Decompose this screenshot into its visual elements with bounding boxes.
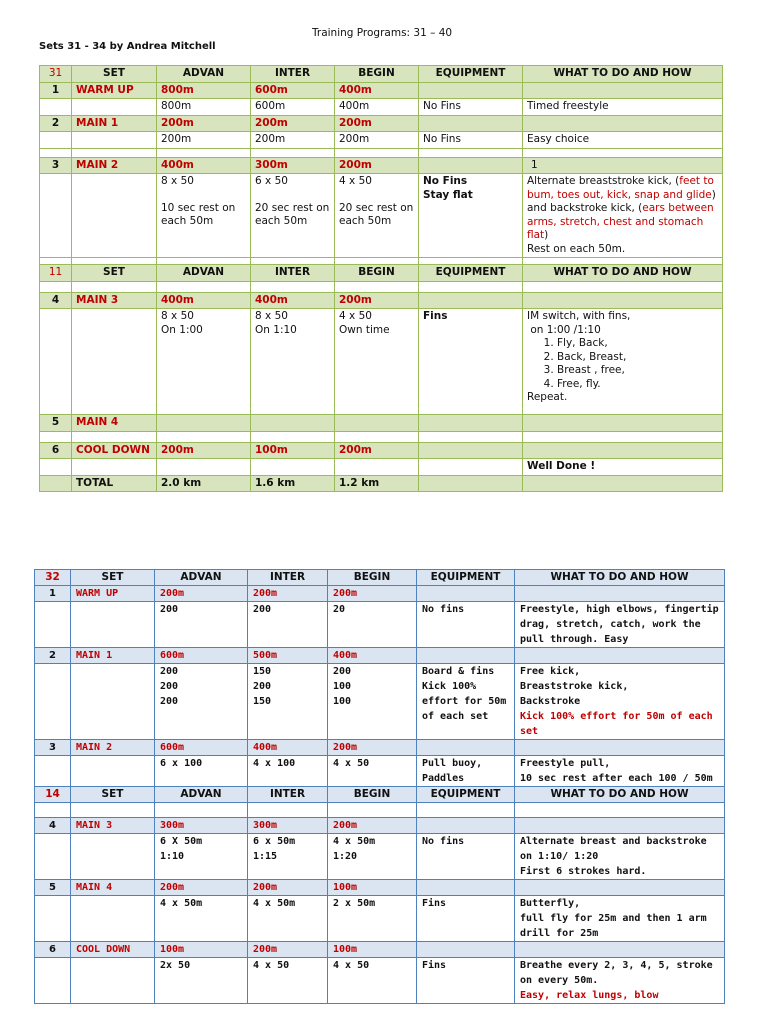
table-row <box>40 415 723 432</box>
begin-cell: 4 x 50m 1:20 <box>328 834 417 880</box>
col-set: SET <box>72 265 157 282</box>
col-equipment: EQUIPMENT <box>419 265 523 282</box>
equipment-cell: Pull buoy, Paddles <box>417 756 515 787</box>
inter-cell: 200m <box>251 132 335 149</box>
col-advan: ADVAN <box>157 66 251 83</box>
table-row <box>40 157 723 174</box>
begin-cell: 100m <box>328 942 417 958</box>
inter-cell: 600m <box>251 82 335 99</box>
row-num: 6 <box>35 942 71 958</box>
how-cell: Timed freestyle <box>523 99 723 116</box>
begin-cell: 200m <box>335 132 419 149</box>
how-cell: Freestyle, high elbows, fingertip drag, stretch, catch, work the pull through. Easy <box>515 602 725 648</box>
table-row <box>35 958 725 1004</box>
advan-cell: 8 x 50 On 1:00 <box>157 309 251 415</box>
advan-cell: 2x 50 <box>155 958 248 1004</box>
how-cell: Alternate breast and backstroke on 1:10/ 1:20 First 6 strokes hard. <box>515 834 725 880</box>
set-name: MAIN 3 <box>72 292 157 309</box>
table-row <box>35 880 725 896</box>
begin-cell: 200m <box>335 115 419 132</box>
begin-cell: 20 <box>328 602 417 648</box>
table-row <box>35 740 725 756</box>
table-subheader-row <box>35 787 725 803</box>
inter-cell: 200m <box>248 586 328 602</box>
col-inter: INTER <box>248 787 328 803</box>
set-name: MAIN 1 <box>72 115 157 132</box>
set-name: MAIN 2 <box>72 157 157 174</box>
total-inter: 1.6 km <box>251 475 335 492</box>
table-row <box>40 132 723 149</box>
equipment-cell: No Fins <box>419 99 523 116</box>
advan-cell: 200m <box>155 586 248 602</box>
col-set: SET <box>71 570 155 586</box>
advan-cell: 200 200 200 <box>155 664 248 740</box>
how-cell <box>523 82 723 99</box>
begin-cell: 4 x 50 20 sec rest on each 50m <box>335 174 419 258</box>
row-num: 4 <box>35 818 71 834</box>
begin-cell: 200m <box>335 292 419 309</box>
col-inter: INTER <box>248 570 328 586</box>
inter-cell: 400m <box>251 292 335 309</box>
col-equipment: EQUIPMENT <box>417 787 515 803</box>
row-num: 1 <box>35 586 71 602</box>
well-done-text: Well Done ! <box>523 459 723 476</box>
set-name: MAIN 3 <box>71 818 155 834</box>
total-advan: 2.0 km <box>157 475 251 492</box>
row-num: 4 <box>40 292 72 309</box>
inter-cell: 400m <box>248 740 328 756</box>
set-name: MAIN 2 <box>71 740 155 756</box>
inter-cell: 6 x 50 20 sec rest on each 50m <box>251 174 335 258</box>
advan-cell: 8 x 50 10 sec rest on each 50m <box>157 174 251 258</box>
inter-cell: 100m <box>251 442 335 459</box>
advan-cell: 200m <box>157 132 251 149</box>
how-cell: Easy choice <box>523 132 723 149</box>
col-advan: ADVAN <box>155 570 248 586</box>
begin-cell: 200m <box>335 442 419 459</box>
col-begin: BEGIN <box>328 570 417 586</box>
table-row <box>35 834 725 880</box>
begin-cell: 4 x 50 <box>328 756 417 787</box>
how-cell: Breathe every 2, 3, 4, 5, stroke on every 50m. Easy, relax lungs, blow <box>515 958 725 1004</box>
table-subheader-row <box>40 265 723 282</box>
table-row <box>40 115 723 132</box>
col-begin: BEGIN <box>335 265 419 282</box>
set-name: MAIN 4 <box>71 880 155 896</box>
table-header-row <box>40 66 723 83</box>
table-row <box>40 174 723 258</box>
advan-cell: 600m <box>155 648 248 664</box>
advan-cell: 800m <box>157 99 251 116</box>
table-row <box>35 818 725 834</box>
inter-cell: 150 200 150 <box>248 664 328 740</box>
table-row <box>35 756 725 787</box>
begin-cell: 400m <box>328 648 417 664</box>
spacer-row <box>40 431 723 442</box>
inter-cell: 6 x 50m 1:15 <box>248 834 328 880</box>
row-num: 3 <box>40 157 72 174</box>
advan-cell: 200 <box>155 602 248 648</box>
equipment-cell <box>419 82 523 99</box>
table-row <box>40 82 723 99</box>
equipment-cell: No fins <box>417 834 515 880</box>
how-cell: Free kick, Breaststroke kick, Backstroke Kick 100% effort for 50m of each set <box>515 664 725 740</box>
advan-cell: 4 x 50m <box>155 896 248 942</box>
advan-cell: 200m <box>157 442 251 459</box>
how-cell: Butterfly, full fly for 25m and then 1 arm drill for 25m <box>515 896 725 942</box>
equipment-cell: Fins <box>417 958 515 1004</box>
col-begin: BEGIN <box>328 787 417 803</box>
col-equipment: EQUIPMENT <box>417 570 515 586</box>
row-num: 2 <box>40 115 72 132</box>
advan-cell: 6 X 50m 1:10 <box>155 834 248 880</box>
row-num: 5 <box>40 415 72 432</box>
total-label: TOTAL <box>72 475 157 492</box>
equipment-cell: No Fins Stay flat <box>419 174 523 258</box>
table-row <box>40 459 723 476</box>
begin-cell: 200m <box>328 586 417 602</box>
table-row <box>35 602 725 648</box>
col-set: SET <box>71 787 155 803</box>
how-cell: 1 <box>523 157 723 174</box>
col-inter: INTER <box>251 66 335 83</box>
begin-cell: 200m <box>335 157 419 174</box>
set-name: COOL DOWN <box>72 442 157 459</box>
col-advan: ADVAN <box>155 787 248 803</box>
col-how: WHAT TO DO AND HOW <box>515 787 725 803</box>
inter-cell: 8 x 50 On 1:10 <box>251 309 335 415</box>
table-row <box>40 309 723 415</box>
col-how: WHAT TO DO AND HOW <box>523 66 723 83</box>
col-begin: BEGIN <box>335 66 419 83</box>
how-cell: Freestyle pull, 10 sec rest after each 100 / 50m <box>515 756 725 787</box>
inter-cell: 500m <box>248 648 328 664</box>
equipment-cell: Board & fins Kick 100% effort for 50m of each set <box>417 664 515 740</box>
inter-cell: 200m <box>251 115 335 132</box>
begin-cell: 400m <box>335 82 419 99</box>
row-num: 2 <box>35 648 71 664</box>
equipment-cell: No fins <box>417 602 515 648</box>
how-cell: Alternate breaststroke kick, (feet to bum, toes out, kick, snap and glide) and backstroke kick, (ears between arms, stretch, chest and stomach flat) Rest on each 50m. <box>523 174 723 258</box>
row-num: 5 <box>35 880 71 896</box>
advan-cell: 100m <box>155 942 248 958</box>
table-row <box>35 942 725 958</box>
page-title: Training Programs: 31 – 40 <box>312 27 453 39</box>
advan-cell: 800m <box>157 82 251 99</box>
table-header-row <box>35 570 725 586</box>
equipment-cell: Fins <box>419 309 523 415</box>
row-num: 3 <box>35 740 71 756</box>
page-subtitle: Sets 31 - 34 by Andrea Mitchell <box>39 41 216 52</box>
spacer-row <box>35 803 725 818</box>
table-row <box>40 292 723 309</box>
set-name: WARM UP <box>71 586 155 602</box>
total-row <box>40 475 723 492</box>
col-inter: INTER <box>251 265 335 282</box>
begin-cell: 2 x 50m <box>328 896 417 942</box>
equipment-cell: No Fins <box>419 132 523 149</box>
begin-cell: 4 x 50 Own time <box>335 309 419 415</box>
equipment-cell: Fins <box>417 896 515 942</box>
how-cell: IM switch, with fins, on 1:00 /1:10 1. Fly, Back, 2. Back, Breast, 3. Breast , free, 4. Free, fly. Repeat. <box>523 309 723 415</box>
begin-cell: 100m <box>328 880 417 896</box>
col-set: SET <box>72 66 157 83</box>
set-number: 32 <box>35 570 71 586</box>
row-num: 6 <box>40 442 72 459</box>
advan-cell: 6 x 100 <box>155 756 248 787</box>
advan-cell: 600m <box>155 740 248 756</box>
advan-cell: 200m <box>155 880 248 896</box>
inter-cell: 200 <box>248 602 328 648</box>
table-row <box>35 648 725 664</box>
table-row <box>40 99 723 116</box>
set-name: WARM UP <box>72 82 157 99</box>
table-row <box>35 664 725 740</box>
inter-cell: 300m <box>248 818 328 834</box>
begin-cell: 200m <box>328 740 417 756</box>
spacer-row <box>40 258 723 265</box>
inter-cell: 4 x 50m <box>248 896 328 942</box>
program-31-table <box>39 65 723 492</box>
inter-cell: 4 x 50 <box>248 958 328 1004</box>
set-number: 11 <box>40 265 72 282</box>
inter-cell: 200m <box>248 942 328 958</box>
advan-cell: 400m <box>157 157 251 174</box>
set-name: MAIN 4 <box>72 415 157 432</box>
table-row <box>35 586 725 602</box>
begin-cell: 200m <box>328 818 417 834</box>
spacer-row <box>40 148 723 157</box>
advan-cell: 300m <box>155 818 248 834</box>
row-num: 1 <box>40 82 72 99</box>
set-name: MAIN 1 <box>71 648 155 664</box>
col-advan: ADVAN <box>157 265 251 282</box>
col-equipment: EQUIPMENT <box>419 66 523 83</box>
inter-cell: 300m <box>251 157 335 174</box>
begin-cell: 4 x 50 <box>328 958 417 1004</box>
set-number: 14 <box>35 787 71 803</box>
inter-cell: 4 x 100 <box>248 756 328 787</box>
inter-cell: 200m <box>248 880 328 896</box>
total-begin: 1.2 km <box>335 475 419 492</box>
table-row <box>35 896 725 942</box>
table-row <box>40 442 723 459</box>
col-how: WHAT TO DO AND HOW <box>523 265 723 282</box>
program-32-table <box>34 569 725 1004</box>
spacer-row <box>40 281 723 292</box>
set-name: COOL DOWN <box>71 942 155 958</box>
advan-cell: 200m <box>157 115 251 132</box>
col-how: WHAT TO DO AND HOW <box>515 570 725 586</box>
advan-cell: 400m <box>157 292 251 309</box>
set-number: 31 <box>40 66 72 83</box>
begin-cell: 400m <box>335 99 419 116</box>
inter-cell: 600m <box>251 99 335 116</box>
begin-cell: 200 100 100 <box>328 664 417 740</box>
